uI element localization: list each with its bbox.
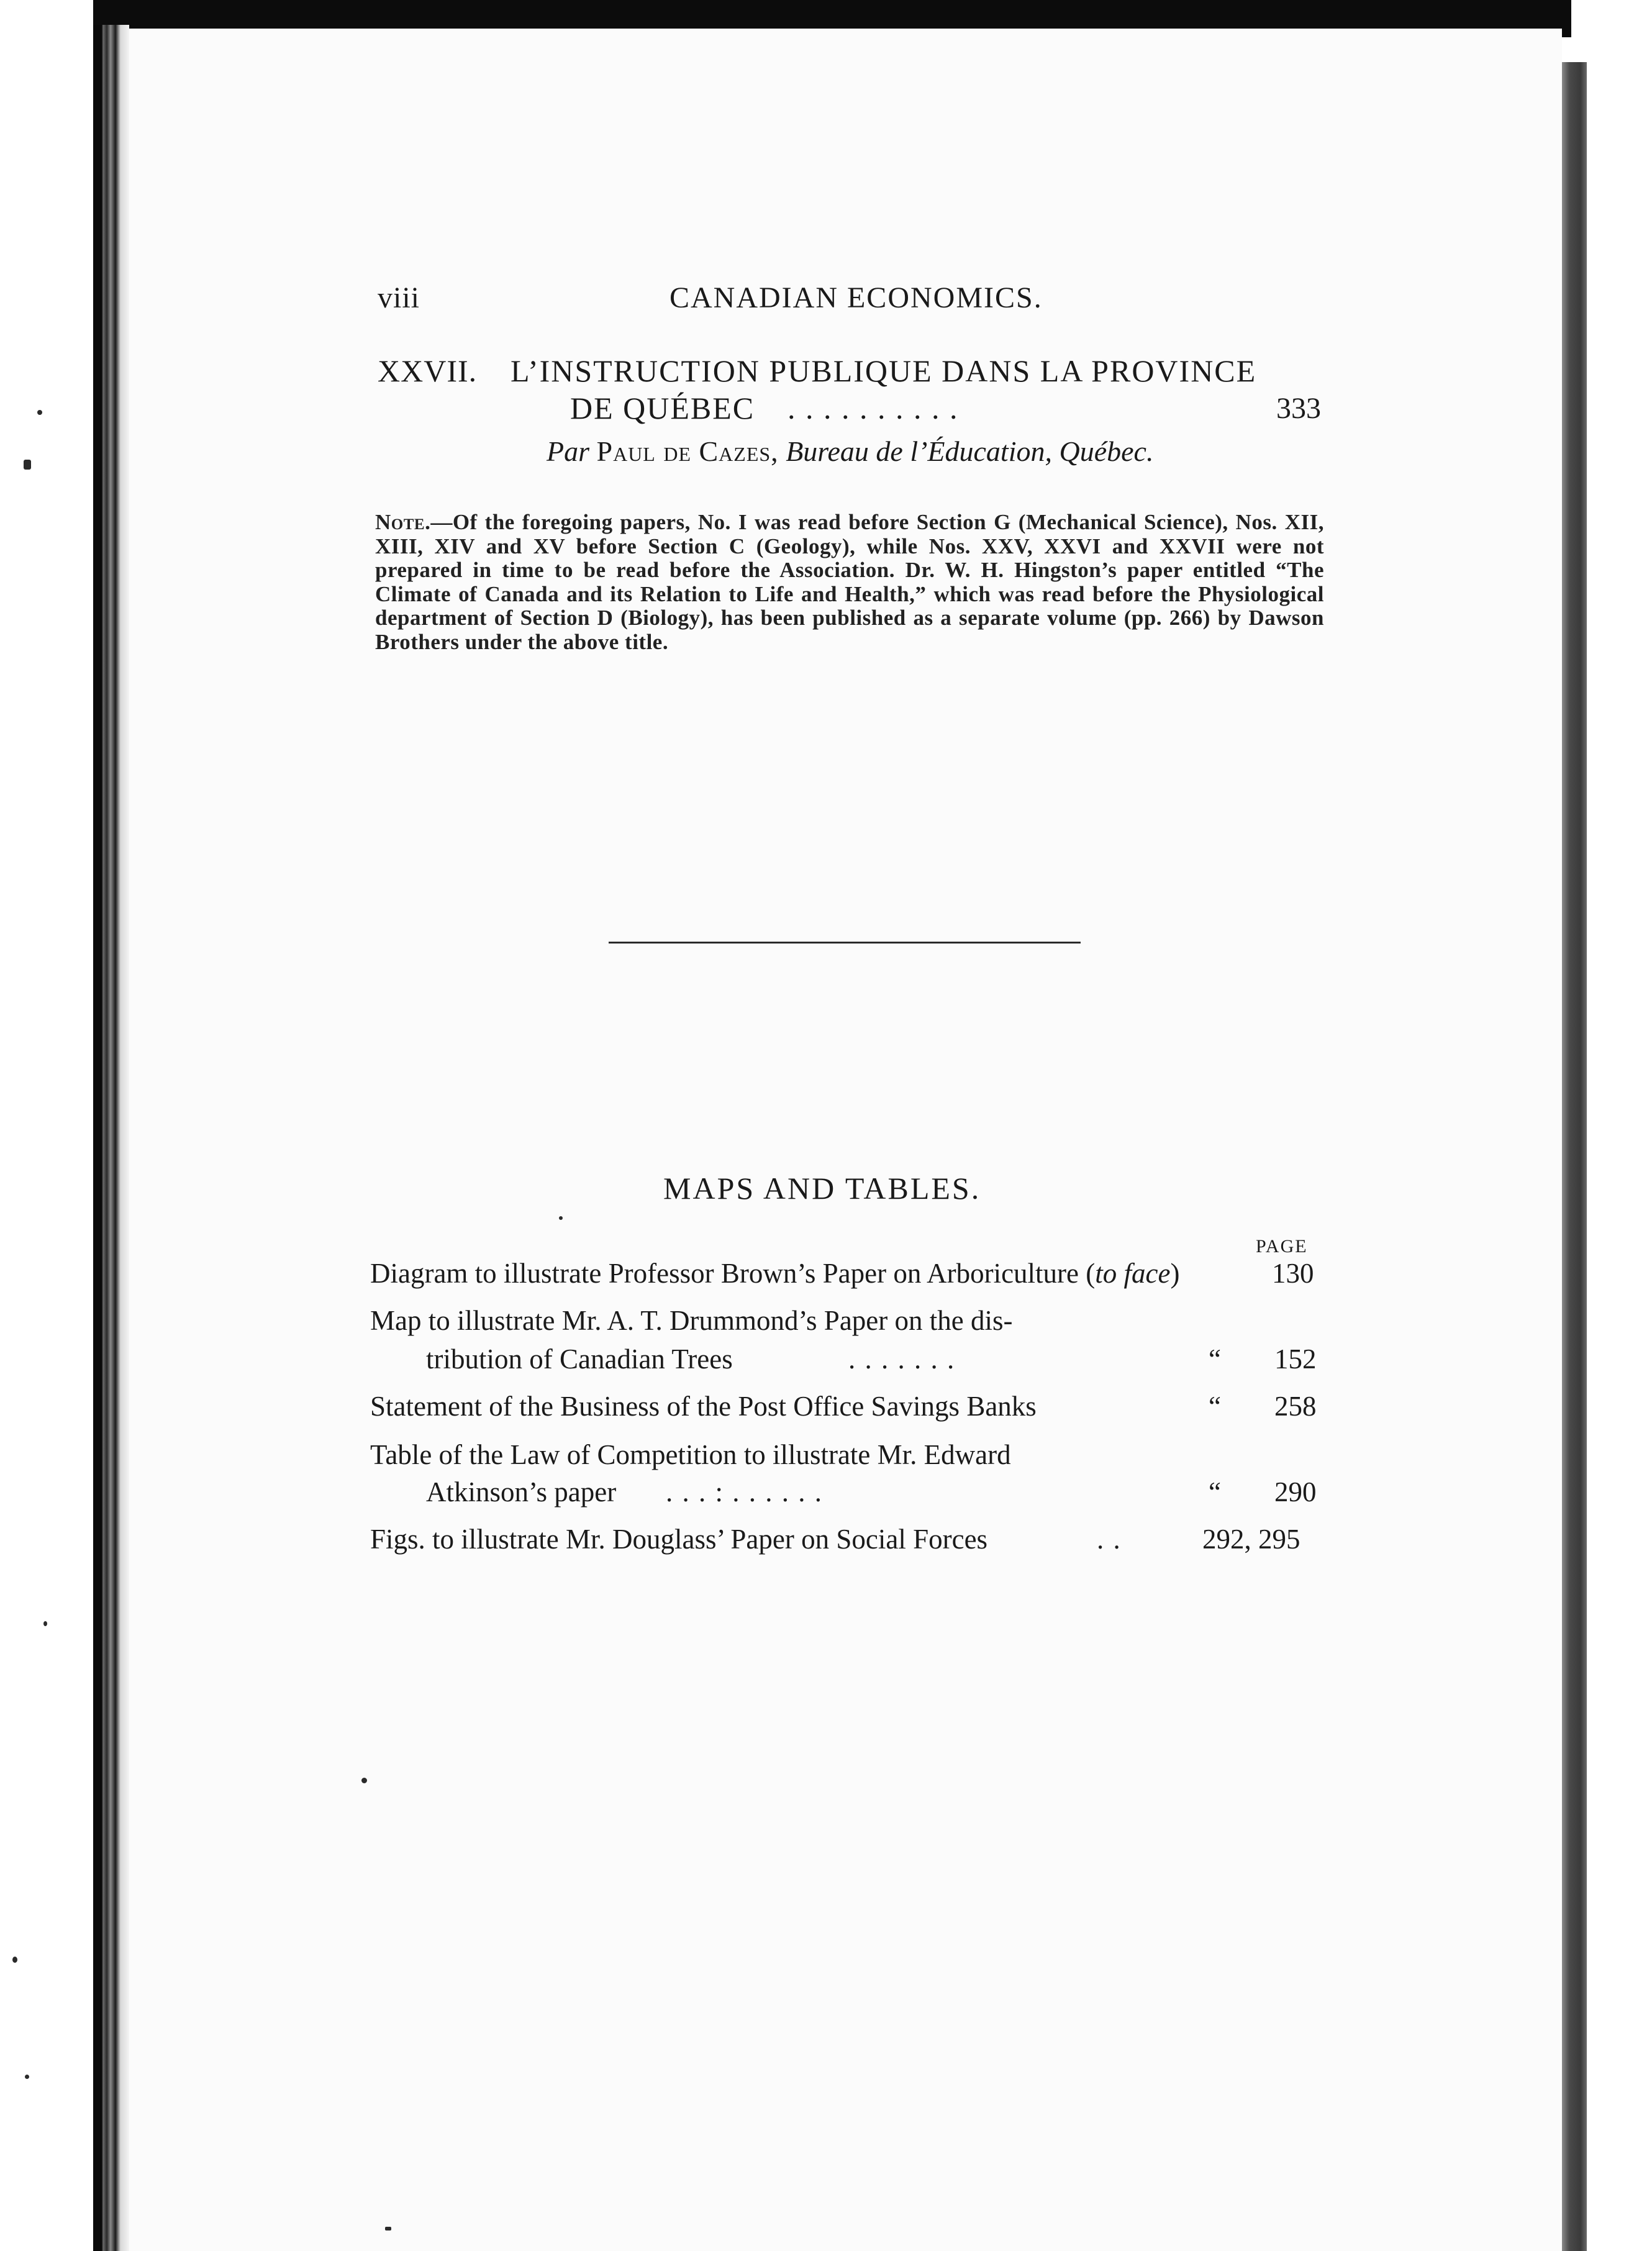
running-title: CANADIAN ECONOMICS. (669, 281, 1043, 314)
note-label: Note. (375, 510, 431, 534)
contents-entry-byline (547, 435, 1153, 468)
maps-entry-ditto: “ (1209, 1476, 1221, 1507)
byline-par: Par (547, 435, 589, 467)
maps-entry-line: Figs. to illustrate Mr. Douglass’ Paper on Social Forces (370, 1524, 988, 1555)
contents-entry-page: 333 (1276, 392, 1321, 425)
byline-affiliation: Bureau de l’Éducation, Québec. (786, 435, 1154, 467)
maps-entry-continuation (370, 1476, 1327, 1511)
maps-entry-line: Diagram to illustrate Professor Brown’s Paper on Arboriculture ( (370, 1258, 1096, 1289)
scanner-top-edge (93, 0, 1540, 29)
speck (24, 460, 31, 470)
maps-entry (370, 1523, 1327, 1558)
note-paragraph (375, 511, 1324, 654)
speck (12, 1957, 17, 1963)
maps-entry-line: Statement of the Business of the Post Office Savings Banks (370, 1391, 1037, 1422)
maps-entry (370, 1257, 1327, 1292)
maps-entry-line: tribution of Canadian Trees (426, 1344, 733, 1375)
maps-entry-line: Atkinson’s paper (426, 1476, 617, 1507)
speck (559, 1216, 563, 1220)
maps-entry-leaders: . . . . . . . (848, 1344, 956, 1375)
speck (361, 1778, 367, 1783)
maps-entry-continuation (370, 1343, 1327, 1378)
maps-entry-to-face: to face (1095, 1258, 1171, 1289)
maps-entry-text (370, 1257, 1179, 1289)
contents-entry-title-line2: DE QUÉBEC (570, 391, 755, 425)
speck (385, 2227, 391, 2231)
contents-entry-title-line1: L’INSTRUCTION PUBLIQUE DANS LA PROVINCE (511, 353, 1257, 388)
section-divider (609, 942, 1081, 944)
byline-author: Paul de Cazes, (596, 435, 779, 467)
maps-tables-heading: MAPS AND TABLES. (663, 1171, 981, 1206)
maps-entry-line: Map to illustrate Mr. A. T. Drummond’s Paper on the dis- (370, 1305, 1013, 1336)
maps-entry-line-end: ) (1170, 1258, 1180, 1289)
maps-entry (370, 1439, 1327, 1473)
speck (25, 2075, 29, 2079)
maps-entry-page: 292, 295 (1202, 1524, 1300, 1555)
contents-entry-number: XXVII. (378, 353, 478, 388)
contents-entry-leaders: . . . . . . . . . . (787, 391, 959, 425)
maps-entry-ditto: “ (1209, 1344, 1221, 1375)
speck (43, 1621, 47, 1626)
note-text: —Of the foregoing papers, No. I was read before Section G (Mechanical Science), Nos. XII, XIII, XIV and XV before Section C (Geology), while Nos. XXV, XXVI and XXVII were not prepared in time to be read before the Association. Dr. W. H. Hingston’s paper entitled “The Climate of Canada and its Relation to Life and Health,” which was read before the Physiological department of Section D (Biology), has been published as a separate volume (pp. 266) by Dawson Brothers under the above title. (375, 510, 1324, 654)
maps-entry-page: 130 (1272, 1258, 1314, 1289)
maps-entry-leaders: . . . : . . . . . . (666, 1476, 824, 1507)
maps-entry-ditto: “ (1209, 1391, 1221, 1422)
maps-entry-page: 290 (1274, 1476, 1317, 1507)
page-left-edge (93, 25, 129, 2251)
maps-entry-page: 152 (1274, 1344, 1317, 1375)
facing-page-margin (1587, 0, 1652, 2251)
page-folio: viii (378, 281, 420, 314)
page-right-edge (1562, 62, 1587, 2251)
page-column-label: PAGE (1256, 1236, 1308, 1257)
maps-entry (370, 1304, 1327, 1339)
running-head (378, 281, 1323, 324)
maps-entry-leaders: . . (1097, 1524, 1122, 1555)
maps-entry (370, 1390, 1327, 1425)
maps-entry-page: 258 (1274, 1391, 1317, 1422)
maps-entry-line: Table of the Law of Competition to illustrate Mr. Edward (370, 1439, 1011, 1470)
speck (37, 410, 42, 415)
